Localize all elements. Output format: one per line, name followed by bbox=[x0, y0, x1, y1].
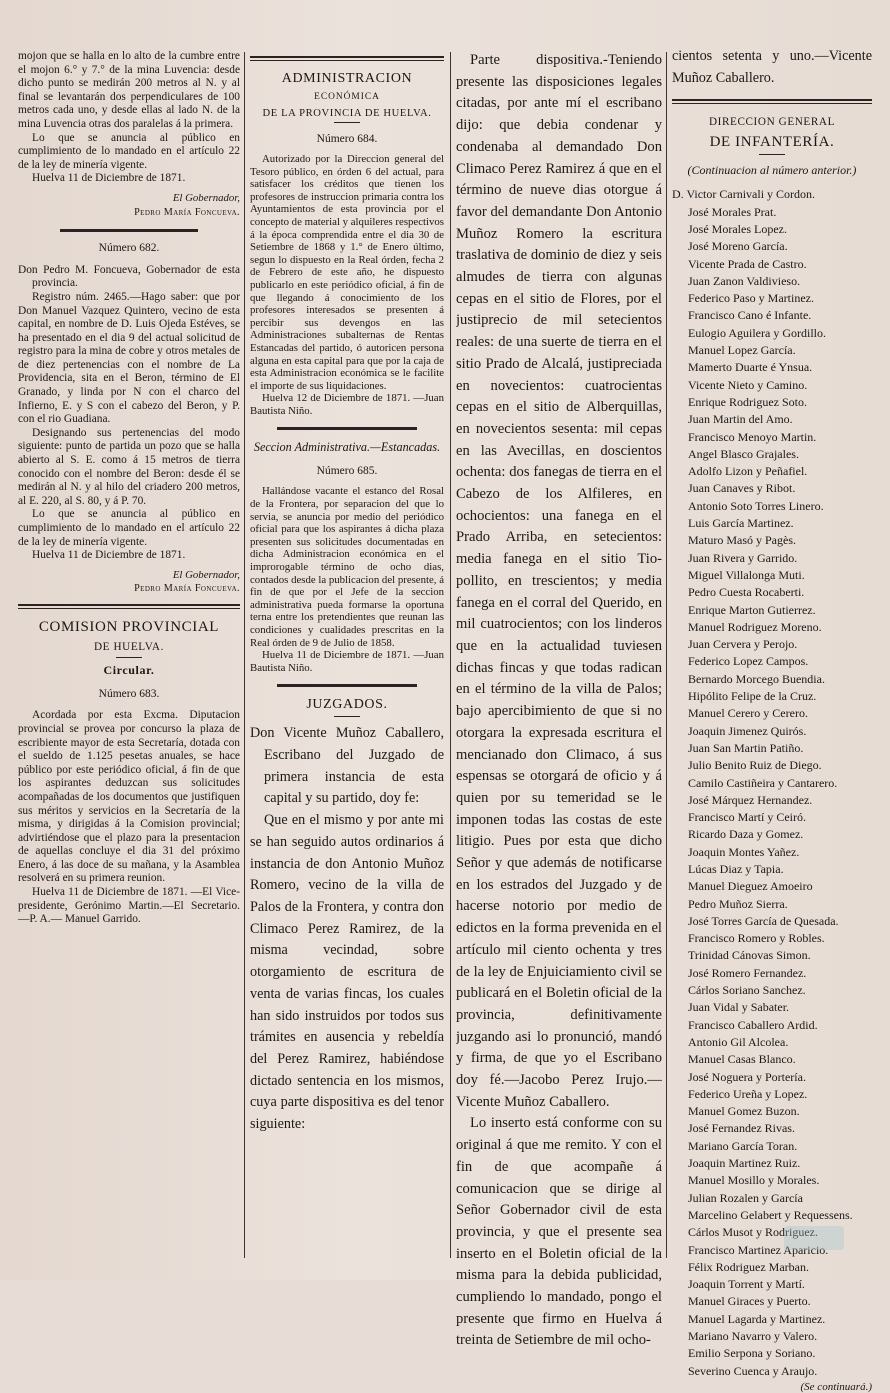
notice-684-body: Autorizado por la Direccion general del Tesoro público, en órden 6 del actual, para satisfacer los créditos que tienen los profesores de instruccion primaria contra los Ayuntamientos de esta provincia por el concepto de material y alquileres respectivos á la época comprendida entre el dia 30 de Setiembre de 1868 y 1.° de Enero último, segun lo dispuesto en la Real órden, fecha 2 de Febrero de este año, he dispuesto publicarlo en este periódico oficial, á fin de que llegando á conocimiento de los profesores interesados se presenten á percibir sus devengos en las Administraciones subalternas de Rentas Estancadas del partido, ó autoricen persona alguna en esta capital para que por la caja de esta Administracion económica se le facilite el importe de sus liquidaciones. bbox=[250, 153, 444, 392]
officer-name: Mariano García Toran. bbox=[688, 1138, 798, 1153]
officer-name: Lúcas Diaz y Tapia. bbox=[688, 861, 784, 876]
date-line-1: Huelva 11 de Diciembre de 1871. bbox=[32, 172, 186, 185]
officer-name: Camilo Castiñeira y Cantarero. bbox=[688, 775, 838, 790]
governor-name-1: Pedro María Foncueva. bbox=[134, 206, 240, 218]
section-divider bbox=[672, 99, 872, 104]
officer-name: José Torres García de Quesada. bbox=[688, 913, 839, 928]
short-rule bbox=[334, 716, 360, 717]
officer-name: Manuel Casas Blanco. bbox=[688, 1052, 796, 1067]
officer-name: Manuel Giraces y Puerto. bbox=[688, 1294, 811, 1309]
officer-name: Manuel Lagarda y Martinez. bbox=[688, 1311, 826, 1326]
notice-683-signature: Huelva 11 de Diciembre de 1871. —El Vice-presidente, Gerónimo Martin.—El Secretario. —P. A.— Manuel Garrido. bbox=[18, 886, 240, 926]
officer-name: Manuel Gomez Buzon. bbox=[688, 1104, 800, 1119]
officer-name: Federico Paso y Martinez. bbox=[688, 291, 814, 306]
economica-subheading: ECONÓMICA bbox=[314, 92, 380, 102]
officer-name: Vicente Nieto y Camino. bbox=[688, 377, 808, 392]
officer-name: Enrique Rodriguez Soto. bbox=[688, 394, 807, 409]
officer-name: Emilio Serpona y Soriano. bbox=[688, 1346, 816, 1361]
officer-name: José Morales Prat. bbox=[688, 204, 777, 219]
officer-name: José Noguera y Portería. bbox=[688, 1069, 806, 1084]
juzgados-heading: JUZGADOS. bbox=[306, 697, 388, 713]
officer-name: Federico Ureña y Lopez. bbox=[688, 1086, 808, 1101]
officer-name: Angel Blasco Grajales. bbox=[688, 446, 799, 461]
mine-description-continued: mojon que se halla en lo alto de la cumbre entre el mojon 6.° y 7.° de la mina Luvencia: desde dicho punto se medirán 200 metros al N. y al final se levantarán dos perpendiculares de 100 metros cada uno, y desde ellas al lado N. de la mina Luvencia otras dos paralelas á la primera. bbox=[18, 50, 240, 130]
public-notice-1: Lo que se anuncia al público en cumplimiento de lo mandado en el artículo 22 de la ley de minería vigente. bbox=[18, 131, 240, 171]
continuation-note: (Continuacion al número anterior.) bbox=[687, 163, 857, 178]
governor-label-2: El Gobernador, bbox=[172, 568, 240, 581]
officer-name: Marcelino Gelabert y Requessens. bbox=[688, 1207, 853, 1222]
officer-name: Manuel Mosillo y Morales. bbox=[688, 1173, 820, 1188]
officer-name: Federico Lopez Campos. bbox=[688, 654, 809, 669]
to-be-continued: (Se continuará.) bbox=[800, 1380, 872, 1393]
column-3 bbox=[456, 50, 662, 1352]
comision-heading: COMISION PROVINCIAL bbox=[38, 618, 220, 635]
officer-name: Cárlos Musot y Rodriguez. bbox=[688, 1225, 818, 1240]
officer-name: D. Victor Carnivali y Cordon. bbox=[672, 187, 816, 202]
notice-683-body: Acordada por esta Excma. Diputacion provincial se provea por concurso la plaza de escribiente mayor de esta Secretaría, dotada con el sueldo de 1.125 pesetas anuales, se hace público por este periódico oficial, á fin de que los aspirantes deduzcan sus solicitudes acompañadas de los documentos que justifiquen sus méritos y servicios en la Secretaría de la misma, y dirigidas á la Comision provincial; advirtiéndose que el plazo para la presentacion de aquellas concluye el dia 31 del próximo Enero, á las doce de su mañana, y la Asamblea resolverá en su primera reunion. bbox=[18, 709, 240, 885]
officer-name: Mariano Navarro y Valero. bbox=[688, 1329, 818, 1343]
officer-name: Joaquin Jimenez Quirós. bbox=[688, 723, 807, 738]
officer-name: Julian Rozalen y García bbox=[688, 1190, 803, 1205]
officer-name: José Moreno García. bbox=[688, 239, 788, 254]
comision-subheading: DE HUELVA. bbox=[93, 640, 165, 653]
officer-name: Antonio Soto Torres Linero. bbox=[688, 498, 824, 513]
officer-name: Joaquin Torrent y Martí. bbox=[688, 1277, 805, 1292]
notice-685-signature: Huelva 11 de Diciembre de 1871. —Juan Bautista Niño. bbox=[250, 649, 444, 674]
governor-name-2: Pedro María Foncueva. bbox=[134, 583, 240, 595]
officer-name: Juan Vidal y Sabater. bbox=[688, 1000, 790, 1015]
section-divider bbox=[60, 229, 198, 232]
sentence-text: Parte dispositiva.-Teniendo presente las disposiciones legales citadas, por ante mí el escribano dijo: que debia condenar y condenaba al demandado Don Climaco Perez Ramirez á que en el término de nueve dias otorgue á favor del demandante Don Antonio Muñoz Romero la escritura traslativa de dominio de diez y seis almudes de tierra con algunas cepas en el sitio de Flores, por el justiprecio de mil setecientos reales: de una suerte de tierra en el sitio Prado de Alcalá, justipreciada en novecientos: cuatrocientas cepas en el sitio de Alberquillas, en novecientos sesenta: mil cepas en las Avecillas, en doscientos ochenta: dos fanegas de tierra en el Cabezo de los Alfileres, en ochocientos: una fanega en el Prado Arriba, en setecientos: media fanega en el sitio Tio-pollito, en trescientos; y media fanega en el corral del Querido, en mil cuatrocientos; con los linderos que en la actualidad tuviesen dichas fincas y que todas radican en el término de la villa de Palos; bajo apercibimiento de que si no otorgara la expresada escritura el mencianado don Climaco, á sus espensas se otorgará de oficio y á quien por su temeridad se le imponen todas las costas de este litigio. Pues por esta que dicho Señor y que además de notificarse en los estrados del Juzgado y de hacerse notorio por medio de edictos en la forma prevenida en el artículo mil ciento ochenta y tres de la ley de Enjuiciamiento civil se publicará en el Boletin oficial de la provincia, definitivamente juzgando asi lo pronunció, mandó y firma, de que yo el Escribano doy fé.—Jacobo Perez Irujo.—Vicente Muñoz Caballero. bbox=[456, 52, 662, 1110]
officer-name: Juan Canaves y Ribot. bbox=[688, 481, 796, 496]
officer-name: Julio Benito Ruiz de Diego. bbox=[688, 758, 822, 773]
column-rule bbox=[244, 52, 245, 1258]
officer-name: Cárlos Soriano Sanchez. bbox=[688, 983, 806, 998]
officer-name: Trinidad Cánovas Simon. bbox=[688, 948, 811, 963]
officer-name: Francisco Martinez Aparicio. bbox=[688, 1242, 829, 1257]
officer-name: Francisco Cano é Infante. bbox=[688, 308, 812, 323]
notice-684-signature: Huelva 12 de Diciembre de 1871. —Juan Bautista Niño. bbox=[250, 392, 444, 417]
officer-name: Ricardo Daza y Gomez. bbox=[688, 827, 804, 842]
seccion-heading: Seccion Administrativa.—Estancadas. bbox=[253, 440, 441, 455]
notice-number-684: Número 684. bbox=[316, 133, 378, 145]
officer-name: Adolfo Lizon y Peñafiel. bbox=[688, 464, 808, 479]
officer-name: Hipólito Felipe de la Cruz. bbox=[688, 689, 817, 704]
officer-name: Vicente Prada de Castro. bbox=[688, 256, 807, 271]
circular-heading: Circular. bbox=[103, 663, 155, 678]
officer-name: Eulogio Aguilera y Gordillo. bbox=[688, 325, 826, 340]
officer-name: José Romero Fernandez. bbox=[688, 965, 807, 980]
officer-name: Pedro Cuesta Rocaberti. bbox=[688, 585, 805, 600]
officer-name: Pedro Muñoz Sierra. bbox=[688, 896, 788, 911]
notice-number-685: Número 685. bbox=[316, 465, 378, 478]
officer-name: Juan Rivera y Garrido. bbox=[688, 550, 798, 565]
short-rule bbox=[116, 657, 142, 658]
column-rule bbox=[450, 52, 451, 1258]
officer-name: Joaquin Montes Yañez. bbox=[688, 844, 800, 859]
officer-name: Juan San Martin Patiño. bbox=[688, 740, 804, 755]
certification-continued: cientos setenta y uno.—Vicente Muñoz Caballero. bbox=[672, 50, 872, 86]
officer-name: Juan Cervera y Perojo. bbox=[688, 637, 798, 652]
date-line-2: Huelva 11 de Diciembre de 1871. bbox=[32, 549, 186, 562]
notice-685-body: Hallándose vacante el estanco del Rosal de la Frontera, por separacion del que lo servia, se anuncia por medio del periódico oficial para que los aspirantes á dicha plaza presenten sus solicitudes documentadas en dicha Administracion económica en el improrogable término de ocho dias, contados desde la publicacion del presente, á fin de que por el Jefe de la seccion administrativa pueda formarse la oportuna terna entre los pretendientes que reunan las condiciones y cualidades prescritas en la Real órden de 9 de Julio de 1858. bbox=[250, 485, 444, 649]
notice-682-designation: Designando sus pertenencias del modo siguiente: punto de partida un pozo que se halla abierto al S. E. como á 15 metros de tierra conocido con el nombre del Beron: desde él se medirán al N. y al hilo del criadero 200 metros, al E. 220, al S. 80, y á P. 70. bbox=[18, 426, 240, 507]
section-divider bbox=[250, 56, 444, 61]
officer-name: Manuel Dieguez Amoeiro bbox=[688, 879, 813, 894]
officer-name: Félix Rodriguez Marban. bbox=[688, 1259, 809, 1274]
officer-name: Francisco Romero y Robles. bbox=[688, 931, 825, 946]
section-divider bbox=[277, 684, 417, 687]
officer-name: José Fernandez Rivas. bbox=[688, 1121, 795, 1136]
officer-name: Luis García Martinez. bbox=[688, 516, 794, 531]
officer-name: Francisco Martí y Ceiró. bbox=[688, 810, 806, 825]
officer-name: Miguel Villalonga Muti. bbox=[688, 567, 805, 582]
short-rule bbox=[759, 154, 785, 155]
juzgado-intro: Don Vicente Muñoz Caballero, Escribano del Juzgado de primera instancia de esta capital y su partido, doy fe: bbox=[250, 725, 444, 807]
officer-name: Francisco Menoyo Martin. bbox=[688, 429, 817, 444]
column-4 bbox=[672, 50, 872, 1393]
column-rule bbox=[666, 52, 667, 1258]
infanteria-heading: DE INFANTERÍA. bbox=[709, 134, 835, 151]
officer-name: Maturo Masó y Pagès. bbox=[688, 533, 796, 548]
officer-name: Mamerto Duarte é Ynsua. bbox=[688, 360, 813, 375]
officer-names-list bbox=[672, 186, 872, 1379]
notice-682-body: Registro núm. 2465.—Hago saber: que por Don Manuel Vazquez Quintero, vecino de esta capital, en nombre de D. Luis Ojeda Estéves, se ha presentado en el dia 9 del actual solicitud de registro para la mina de cobre y otros metales de de diez pertenencias con el nombre de La Providencia, sita en el Beron, término de El Granado, y linda por N con el charco del Infierno, E. y S con el cabezo del Beron, y P. con el rio Guadiana. bbox=[18, 290, 240, 426]
notice-number-683: Número 683. bbox=[98, 687, 160, 700]
officer-name: Bernardo Morcego Buendia. bbox=[688, 671, 825, 686]
officer-name: José Morales Lopez. bbox=[688, 222, 787, 236]
officer-name: Manuel Lopez García. bbox=[688, 343, 796, 358]
public-notice-2: Lo que se anuncia al público en cumplimiento de lo mandado en el artículo 22 de la ley de minería vigente. bbox=[18, 508, 240, 548]
notice-682-title: Don Pedro M. Foncueva, Gobernador de esta provincia. bbox=[18, 263, 240, 290]
certification-text: Lo inserto está conforme con su original á que me remito. Y con el fin de que acompañe á comunicacion que se dirige al Señor Gobernador civil de esta provincia, y que el presente sea inserto en el Boletin oficial de la misma para la debida publicidad, cumpliendo lo mandado, pongo el presente que firmo en Huelva á treinta de Setiembre de mil ocho- bbox=[456, 1115, 662, 1349]
officer-name: José Márquez Hernandez. bbox=[688, 792, 813, 807]
section-divider bbox=[18, 604, 240, 609]
officer-name: Antonio Gil Alcolea. bbox=[688, 1034, 789, 1049]
officer-name: Francisco Caballero Ardid. bbox=[688, 1017, 818, 1032]
officer-name: Juan Zanon Valdivieso. bbox=[688, 273, 801, 288]
juzgado-body: Que en el mismo y por ante mi se han seguido autos ordinarios á instancia de don Antonio Muñoz Romero, vecino de la villa de Palos de la Frontera, y contra don Climaco Perez Ramirez, de la misma vecindad, sobre otorgamiento de escritura de venta de varias fincas, los cuales han sido instruidos por todos sus trámites en ausencia y rebeldía del Perez Ramirez, habiéndose dictado sentencia en los mismos, cuya parte dispositiva es del tenor siguiente: bbox=[250, 812, 444, 1133]
short-rule bbox=[334, 122, 360, 123]
officer-name: Enrique Marton Gutierrez. bbox=[688, 602, 816, 617]
column-1 bbox=[18, 50, 240, 927]
notice-number-682: Número 682. bbox=[98, 242, 160, 255]
officer-name: Severino Cuenca y Araujo. bbox=[688, 1363, 818, 1378]
section-divider bbox=[277, 427, 417, 430]
officer-name: Joaquin Martinez Ruiz. bbox=[688, 1156, 801, 1171]
officer-name: Manuel Cerero y Cerero. bbox=[688, 706, 808, 721]
officer-name: Juan Martin del Amo. bbox=[688, 412, 793, 427]
provincia-subheading: DE LA PROVINCIA DE HUELVA. bbox=[262, 108, 432, 119]
column-2 bbox=[250, 50, 444, 1136]
teal-mark bbox=[784, 1226, 844, 1250]
officer-name: Manuel Rodriguez Moreno. bbox=[688, 619, 822, 634]
direccion-heading: DIRECCION GENERAL bbox=[708, 116, 836, 129]
governor-label-1: El Gobernador, bbox=[172, 191, 240, 204]
administracion-heading: ADMINISTRACION bbox=[281, 71, 413, 86]
